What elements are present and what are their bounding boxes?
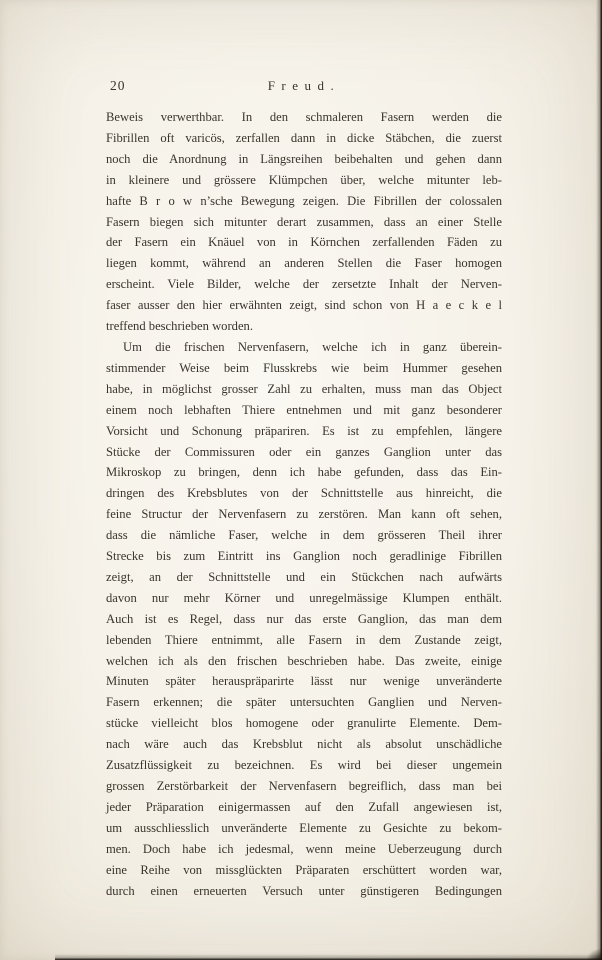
text-line: liegen kommt, während an anderen Stellen die Faser homogen [106, 256, 502, 271]
page-header [106, 78, 502, 98]
text-line: Mikroskop zu bringen, denn ich habe gefunden, dass das Ein- [106, 465, 502, 480]
text-line: welchen ich als den frischen beschrieben habe. Das zweite, einige [106, 653, 502, 668]
text-line: Fasern erkennen; die später untersuchten Ganglien und Nerven- [106, 695, 502, 710]
text-line: Um die frischen Nervenfasern, welche ich in ganz überein- [123, 339, 502, 354]
text-line: Vorsicht und Schonung präpariren. Es ist zu empfehlen, längere [106, 423, 502, 438]
text-line: dass die nämliche Faser, welche in dem grösseren Theil ihrer [106, 528, 502, 543]
page-number: 20 [110, 78, 126, 93]
text-line: Fibrillen oft varicös, zerfallen dann in dicke Stäbchen, die zuerst [106, 130, 502, 145]
text-line: eine Reihe von missglückten Präparaten erschüttert worden war, [106, 862, 502, 877]
text-line: davon nur mehr Körner und unregelmässige Klumpen enthält. [106, 590, 502, 605]
text-line: habe, in möglichst grosser Zahl zu erhalten, muss man das Object [106, 381, 502, 396]
text-line: Stücke der Commissuren oder ein ganzes Ganglion unter das [106, 444, 502, 459]
text-line: Beweis verwerthbar. In den schmaleren Fasern werden die [106, 110, 502, 124]
text-line: erscheint. Viele Bilder, welche der zersetzte Inhalt der Nerven- [106, 277, 502, 292]
text-line: faser ausser den hier erwähnten zeigt, sind schon von H a e c k e l [106, 298, 502, 313]
text-line: um ausschliesslich unveränderte Elemente zu Gesichte zu bekom- [106, 820, 502, 835]
text-line: der Fasern ein Knäuel von in Körnchen zerfallenden Fäden zu [106, 235, 502, 250]
text-line: men. Doch habe ich jedesmal, wenn meine Ueberzeugung durch [106, 841, 502, 856]
text-line: stimmender Weise beim Flusskrebs wie beim Hummer gesehen [106, 360, 502, 375]
text-line: Zusatzflüssigkeit zu bezeichnen. Es wird bei dieser ungemein [106, 758, 502, 773]
text-line: treffend beschrieben worden. [106, 319, 253, 334]
running-header: Freud. [267, 78, 341, 93]
scan-edge-bottom [55, 954, 602, 960]
text-line: in kleinere und grössere Klümpchen über, welche mitunter leb- [106, 172, 502, 187]
text-line: zeigt, an der Schnittstelle und ein Stückchen nach aufwärts [106, 569, 502, 584]
text-line: hafte B r o w n’sche Bewegung zeigen. Die Fibrillen der colossalen [106, 193, 502, 208]
text-line: noch die Anordnung in Längsreihen beibehalten und gehen dann [106, 151, 502, 166]
text-line: nach wäre auch das Krebsblut nicht als absolut unschädliche [106, 737, 502, 752]
text-line: dringen des Krebsblutes von der Schnittstelle aus hinreicht, die [106, 486, 502, 501]
text-line: einem noch lebhaften Thiere entnehmen und mit ganz besonderer [106, 402, 502, 417]
text-block [106, 107, 502, 901]
text-line: Fasern biegen sich mitunter derart zusammen, dass an einer Stelle [106, 214, 502, 229]
text-line: Minuten später herauspräparirte lässt nur wenige unveränderte [106, 674, 502, 689]
text-line: feine Structur der Nervenfasern zu zerstören. Man kann oft sehen, [106, 507, 502, 522]
text-line: durch einen erneuerten Versuch unter günstigeren Bedingungen [106, 883, 502, 898]
text-line: Strecke bis zum Eintritt ins Ganglion noch geradlinige Fibrillen [106, 549, 502, 564]
scan-edge-right [596, 0, 602, 960]
text-line: Auch ist es Regel, dass nur das erste Ganglion, das man dem [106, 611, 502, 626]
text-line: lebenden Thiere entnimmt, alle Fasern in dem Zustande zeigt, [106, 632, 502, 647]
scan-corner-mark [586, 948, 602, 960]
paragraph [106, 107, 502, 337]
text-line: grossen Zerstörbarkeit der Nervenfasern begreiflich, dass man bei [106, 779, 502, 793]
text-line: jeder Präparation einigermassen auf den Zufall angewiesen ist, [106, 799, 502, 814]
text-line: stücke vielleicht blos homogene oder granulirte Elemente. Dem- [106, 716, 502, 731]
paragraph [106, 337, 502, 901]
